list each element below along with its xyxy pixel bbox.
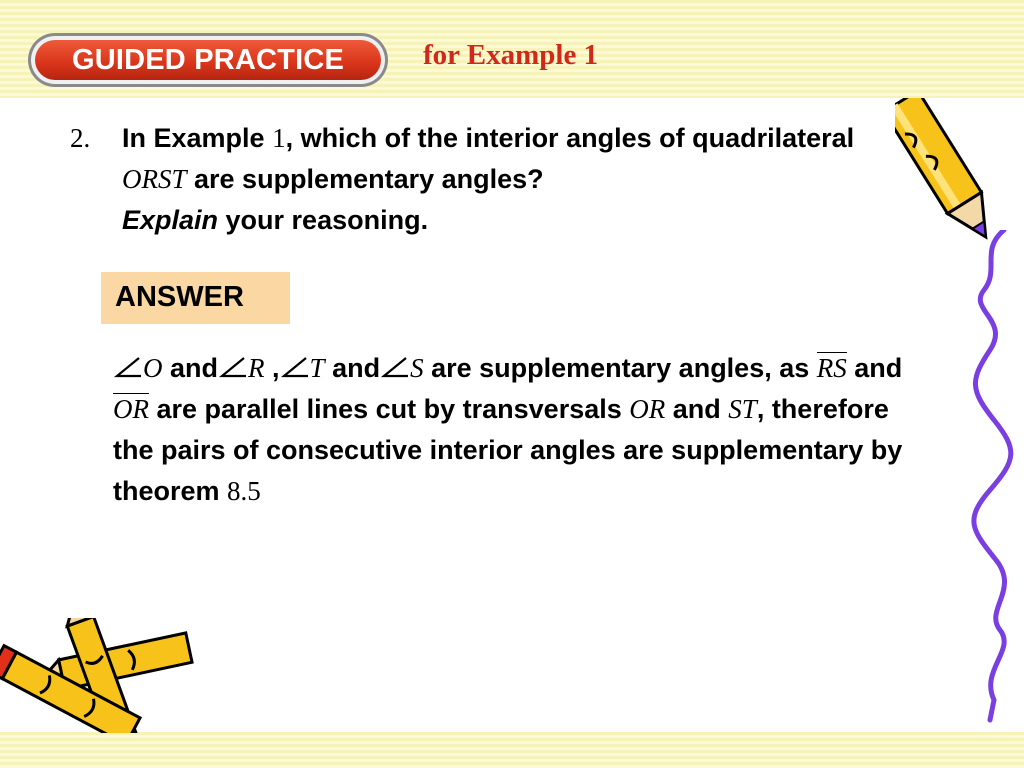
example-number: 1 (272, 123, 286, 153)
answer-label: ANSWER (115, 281, 244, 313)
answer-text-part: and (846, 353, 903, 383)
theorem-number: 8.5 (227, 476, 261, 506)
question-text-part: are supplementary angles? (186, 164, 544, 194)
angle-symbol-icon (113, 355, 143, 379)
segment-label: RS (816, 353, 847, 383)
segment-label: OR (113, 394, 149, 424)
answer-text-part: are parallel lines cut by transversals (149, 394, 630, 424)
answer-header-box (101, 272, 290, 324)
line-label: OR (629, 394, 666, 424)
angle-symbol-icon (380, 355, 410, 379)
angle-symbol-icon (280, 355, 310, 379)
question-number: 2. (70, 123, 91, 153)
question-text-part: In Example (122, 123, 273, 153)
answer-text-part: and (162, 353, 219, 383)
answer-text-part: and (324, 353, 381, 383)
explain-word: Explain (122, 205, 219, 235)
angle-label: R (248, 353, 265, 383)
line-label: ST (728, 394, 757, 424)
squiggle-line-icon (960, 230, 1024, 730)
angle-symbol-icon (218, 355, 248, 379)
angle-label: O (143, 353, 163, 383)
angle-label: T (309, 353, 325, 383)
guided-practice-label: GUIDED PRACTICE (71, 43, 345, 76)
guided-practice-badge (28, 33, 388, 87)
angle-label: S (410, 353, 424, 383)
answer-text-part: , therefore the pairs of consecutive interior angles are supplementary by theorem (113, 394, 903, 506)
answer-text (113, 348, 933, 512)
answer-text-part: are supplementary angles, as (423, 353, 817, 383)
answer-text-part: and (665, 394, 729, 424)
question-text-part: , which of the interior angles of quadrilateral (285, 123, 855, 153)
quadrilateral-name: ORST (122, 164, 187, 194)
footer-band (0, 732, 1024, 768)
pencil-icon (895, 98, 1005, 243)
question-text (122, 118, 892, 241)
example-reference: for Example 1 (423, 39, 599, 71)
question-text-part: your reasoning. (218, 205, 429, 235)
pencils-icon (0, 618, 210, 733)
answer-text-part: , (264, 353, 280, 383)
